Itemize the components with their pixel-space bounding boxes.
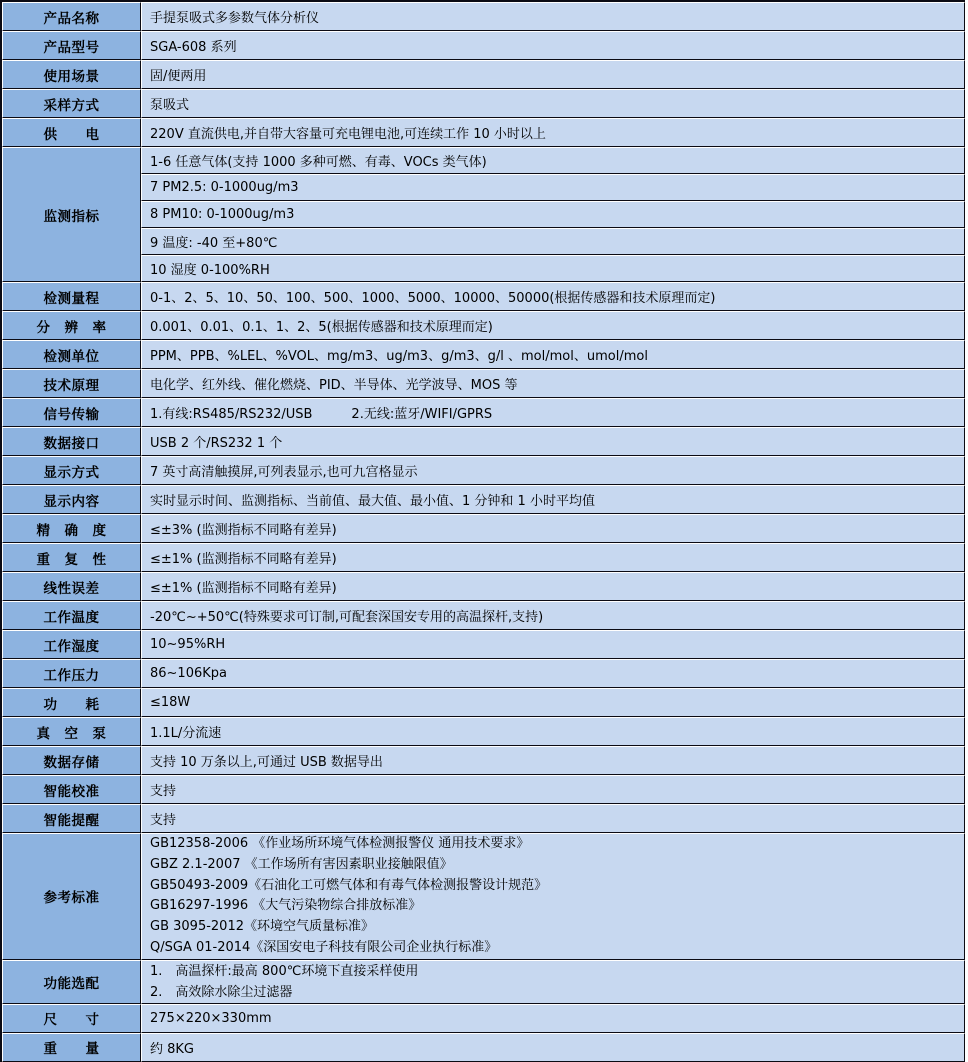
spec-value: SGA-608 系列 [141,31,965,60]
spec-value: 电化学、红外线、催化燃烧、PID、半导体、光学波导、MOS 等 [141,369,965,398]
spec-label: 技术原理 [2,369,141,398]
spec-row-reference-standards [2,833,965,960]
spec-value-line: GB50493-2009《石油化工可燃气体和有毒气体检测报警设计规范》 [150,877,548,893]
spec-row-working-temperature [2,601,965,630]
spec-value: PPM、PPB、%LEL、%VOL、mg/m3、ug/m3、g/m3、g/l 、mol/mol、umol/mol [141,340,965,369]
spec-label: 工作温度 [2,601,141,630]
spec-value: 0.001、0.01、0.1、1、2、5(根据传感器和技术原理而定) [141,311,965,340]
spec-value: 泵吸式 [141,89,965,118]
spec-label: 尺 寸 [2,1004,141,1033]
spec-row-smart-reminder [2,804,965,833]
spec-row-sampling-method [2,89,965,118]
spec-label: 分 辨 率 [2,311,141,340]
spec-row-working-humidity [2,630,965,659]
spec-label: 供 电 [2,118,141,147]
spec-value: ≤±3% (监测指标不同略有差异) [141,514,965,543]
spec-row-weight [2,1033,965,1062]
spec-row-display-content [2,485,965,514]
spec-row-data-interface [2,427,965,456]
spec-value: 220V 直流供电,并自带大容量可充电锂电池,可连续工作 10 小时以上 [141,118,965,147]
spec-value-line: 2. 高效除水除尘过滤器 [150,984,293,1000]
spec-row-optional-features [2,960,965,1004]
spec-row-repeatability [2,543,965,572]
spec-row-power-consumption [2,688,965,717]
spec-value: 10~95%RH [141,630,965,659]
spec-value [141,833,965,960]
spec-value: 7 PM2.5: 0-1000ug/m3 [141,174,965,201]
spec-value-line: GB 3095-2012《环境空气质量标准》 [150,919,374,935]
spec-row-display-mode [2,456,965,485]
spec-label: 显示内容 [2,485,141,514]
spec-row-resolution [2,311,965,340]
spec-label: 显示方式 [2,456,141,485]
spec-row-smart-calibration [2,775,965,804]
spec-value: ≤±1% (监测指标不同略有差异) [141,572,965,601]
spec-value: 1.有线:RS485/RS232/USB 2.无线:蓝牙/WIFI/GPRS [141,398,965,427]
spec-label: 精 确 度 [2,514,141,543]
spec-row-product-model [2,31,965,60]
spec-value: 0-1、2、5、10、50、100、500、1000、5000、10000、50000(根据传感器和技术原理而定) [141,282,965,311]
spec-row-signal-transmission [2,398,965,427]
spec-row-monitoring-indicators [2,255,965,282]
spec-row-detection-range [2,282,965,311]
spec-value-line: GB16297-1996 《大气污染物综合排放标准》 [150,898,422,914]
spec-value-line: GBZ 2.1-2007 《工作场所有害因素职业接触限值》 [150,856,453,872]
spec-label: 数据接口 [2,427,141,456]
spec-label: 工作压力 [2,659,141,688]
spec-row-detection-unit [2,340,965,369]
spec-label: 智能校准 [2,775,141,804]
spec-row-monitoring-indicators [2,147,965,174]
spec-label: 功能选配 [2,960,141,1004]
spec-label: 工作湿度 [2,630,141,659]
spec-value: 支持 10 万条以上,可通过 USB 数据导出 [141,746,965,775]
spec-label: 产品名称 [2,2,141,31]
spec-row-vacuum-pump [2,717,965,746]
spec-row-usage-scenario [2,60,965,89]
spec-value-line: 1. 高温探杆:最高 800℃环境下直接采样使用 [150,963,419,979]
spec-label: 参考标准 [2,833,141,960]
spec-label: 真 空 泵 [2,717,141,746]
spec-row-working-pressure [2,659,965,688]
spec-value: 支持 [141,804,965,833]
spec-label: 功 耗 [2,688,141,717]
spec-label: 检测单位 [2,340,141,369]
spec-value-line: Q/SGA 01-2014《深国安电子科技有限公司企业执行标准》 [150,939,498,955]
spec-value: 1.1L/分流速 [141,717,965,746]
spec-label: 产品型号 [2,31,141,60]
spec-value: 10 湿度 0-100%RH [141,255,965,282]
spec-row-product-name [2,2,965,31]
spec-label: 重 复 性 [2,543,141,572]
spec-row-monitoring-indicators [2,174,965,201]
spec-value: ≤±1% (监测指标不同略有差异) [141,543,965,572]
spec-value: 86~106Kpa [141,659,965,688]
spec-row-dimensions [2,1004,965,1033]
spec-value: 固/便两用 [141,60,965,89]
spec-label: 智能提醒 [2,804,141,833]
spec-label: 信号传输 [2,398,141,427]
spec-value: 9 温度: -40 至+80℃ [141,228,965,255]
spec-value: 7 英寸高清触摸屏,可列表显示,也可九宫格显示 [141,456,965,485]
spec-value: ≤18W [141,688,965,717]
spec-value: 275×220×330mm [141,1004,965,1033]
spec-row-linearity-error [2,572,965,601]
spec-label: 线性误差 [2,572,141,601]
spec-label: 使用场景 [2,60,141,89]
spec-value-line: GB12358-2006 《作业场所环境气体检测报警仪 通用技术要求》 [150,836,530,851]
spec-value [141,960,965,1004]
spec-label: 监测指标 [2,147,141,282]
spec-label: 数据存储 [2,746,141,775]
spec-value: 手提泵吸式多参数气体分析仪 [141,2,965,31]
spec-row-power-supply [2,118,965,147]
spec-value: 1-6 任意气体(支持 1000 多种可燃、有毒、VOCs 类气体) [141,147,965,174]
spec-label: 检测量程 [2,282,141,311]
spec-row-technical-principle [2,369,965,398]
spec-row-monitoring-indicators [2,228,965,255]
spec-value: 8 PM10: 0-1000ug/m3 [141,201,965,228]
spec-row-accuracy [2,514,965,543]
spec-value: 约 8KG [141,1033,965,1062]
spec-value: -20℃~+50℃(特殊要求可订制,可配套深国安专用的高温探杆,支持) [141,601,965,630]
spec-row-monitoring-indicators [2,201,965,228]
spec-row-data-storage [2,746,965,775]
spec-value: 支持 [141,775,965,804]
spec-value: 实时显示时间、监测指标、当前值、最大值、最小值、1 分钟和 1 小时平均值 [141,485,965,514]
spec-value: USB 2 个/RS232 1 个 [141,427,965,456]
spec-label: 采样方式 [2,89,141,118]
spec-label: 重 量 [2,1033,141,1062]
